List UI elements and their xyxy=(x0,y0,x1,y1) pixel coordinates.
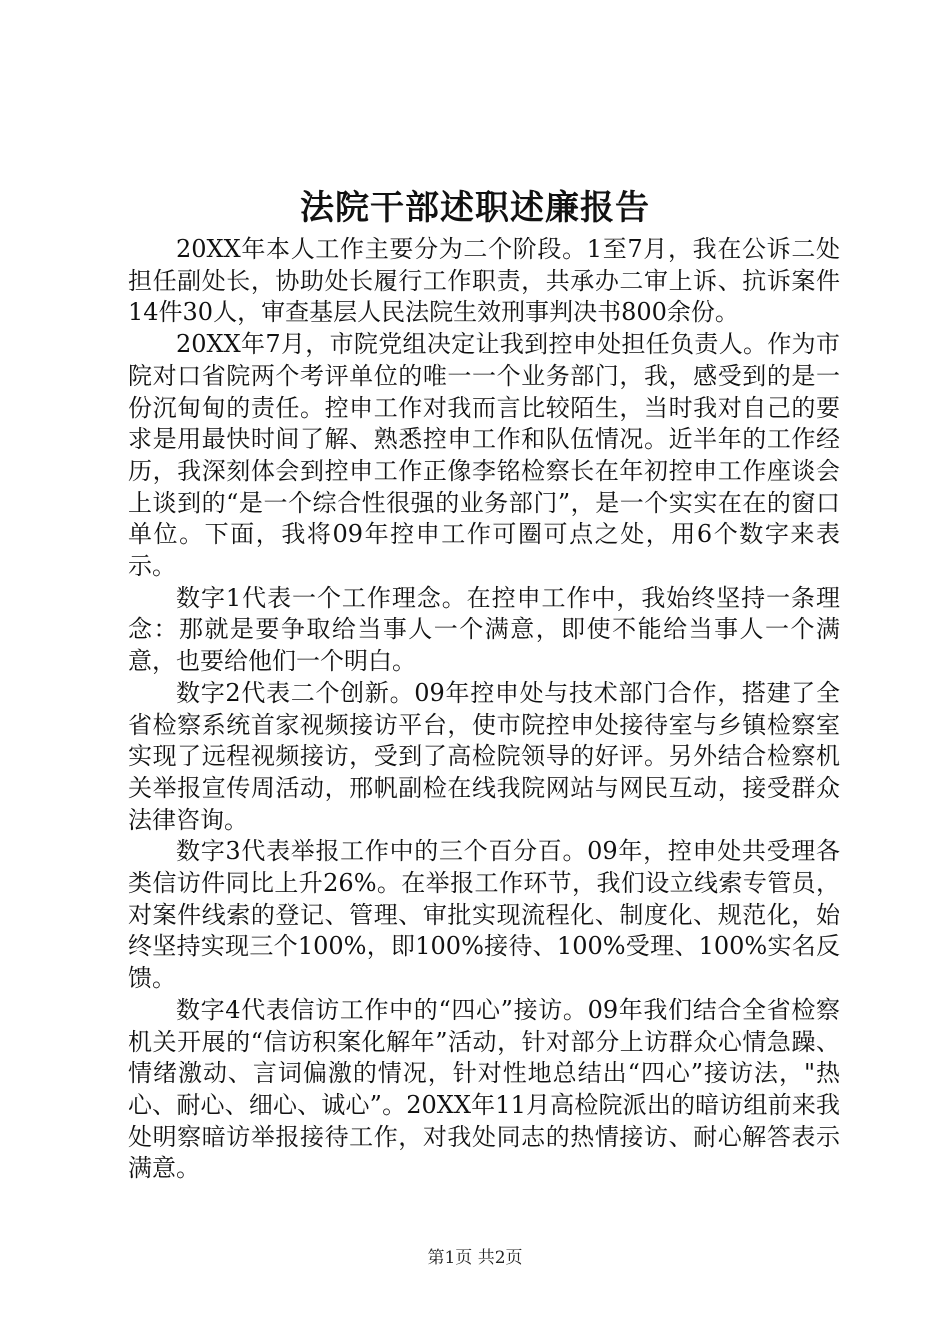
paragraph: 数字2代表二个创新。09年控申处与技术部门合作，搭建了全省检察系统首家视频接访平台，使市院控申处接待室与乡镇检察室实现了远程视频接访，受到了高检院领导的好评。另外结合检察机关举报宣传周活动，邢帆副检在线我院网站与网民互动，接受群众法律咨询。 xyxy=(128,678,840,834)
paragraph: 数字4代表信访工作中的“四心”接访。09年我们结合全省检察机关开展的“信访积案化解年”活动，针对部分上访群众心情急躁、情绪激动、言词偏激的情况，针对性地总结出“四心”接访法，"热心、耐心、细心、诚心”。20XX年11月高检院派出的暗访组前来我处明察暗访举报接待工作，对我处同志的热情接访、耐心解答表示满意。 xyxy=(128,995,840,1183)
paragraph: 数字1代表一个工作理念。在控申工作中，我始终坚持一条理念：那就是要争取给当事人一个满意，即使不能给当事人一个满意，也要给他们一个明白。 xyxy=(128,583,840,676)
paragraph: 数字3代表举报工作中的三个百分百。09年，控申处共受理各类信访件同比上升26%。在举报工作环节，我们设立线索专管员，对案件线索的登记、管理、审批实现流程化、制度化、规范化，始终坚持实现三个100%，即100%接待、100%受理、100%实名反馈。 xyxy=(128,837,840,993)
document-title: 法院干部述职述廉报告 xyxy=(300,188,650,228)
page-footer: 第1页 共2页 xyxy=(427,1248,523,1268)
document-body xyxy=(128,234,840,1185)
paragraph: 20XX年本人工作主要分为二个阶段。1至7月，我在公诉二处担任副处长，协助处长履行工作职责，共承办二审上诉、抗诉案件14件30人，审查基层人民法院生效刑事判决书800余份。 xyxy=(128,235,840,327)
paragraph: 20XX年7月，市院党组决定让我到控申处担任负责人。作为市院对口省院两个考评单位的唯一一个业务部门，我，感受到的是一份沉甸甸的责任。控申工作对我而言比较陌生，当时我对自己的要求是用最快时间了解、熟悉控申工作和队伍情况。近半年的工作经历，我深刻体会到控申工作正像李铭检察长在年初控申工作座谈会上谈到的“是一个综合性很强的业务部门”，是一个实实在在的窗口单位。下面，我将09年控申工作可圈可点之处，用6个数字来表示。 xyxy=(128,330,840,581)
